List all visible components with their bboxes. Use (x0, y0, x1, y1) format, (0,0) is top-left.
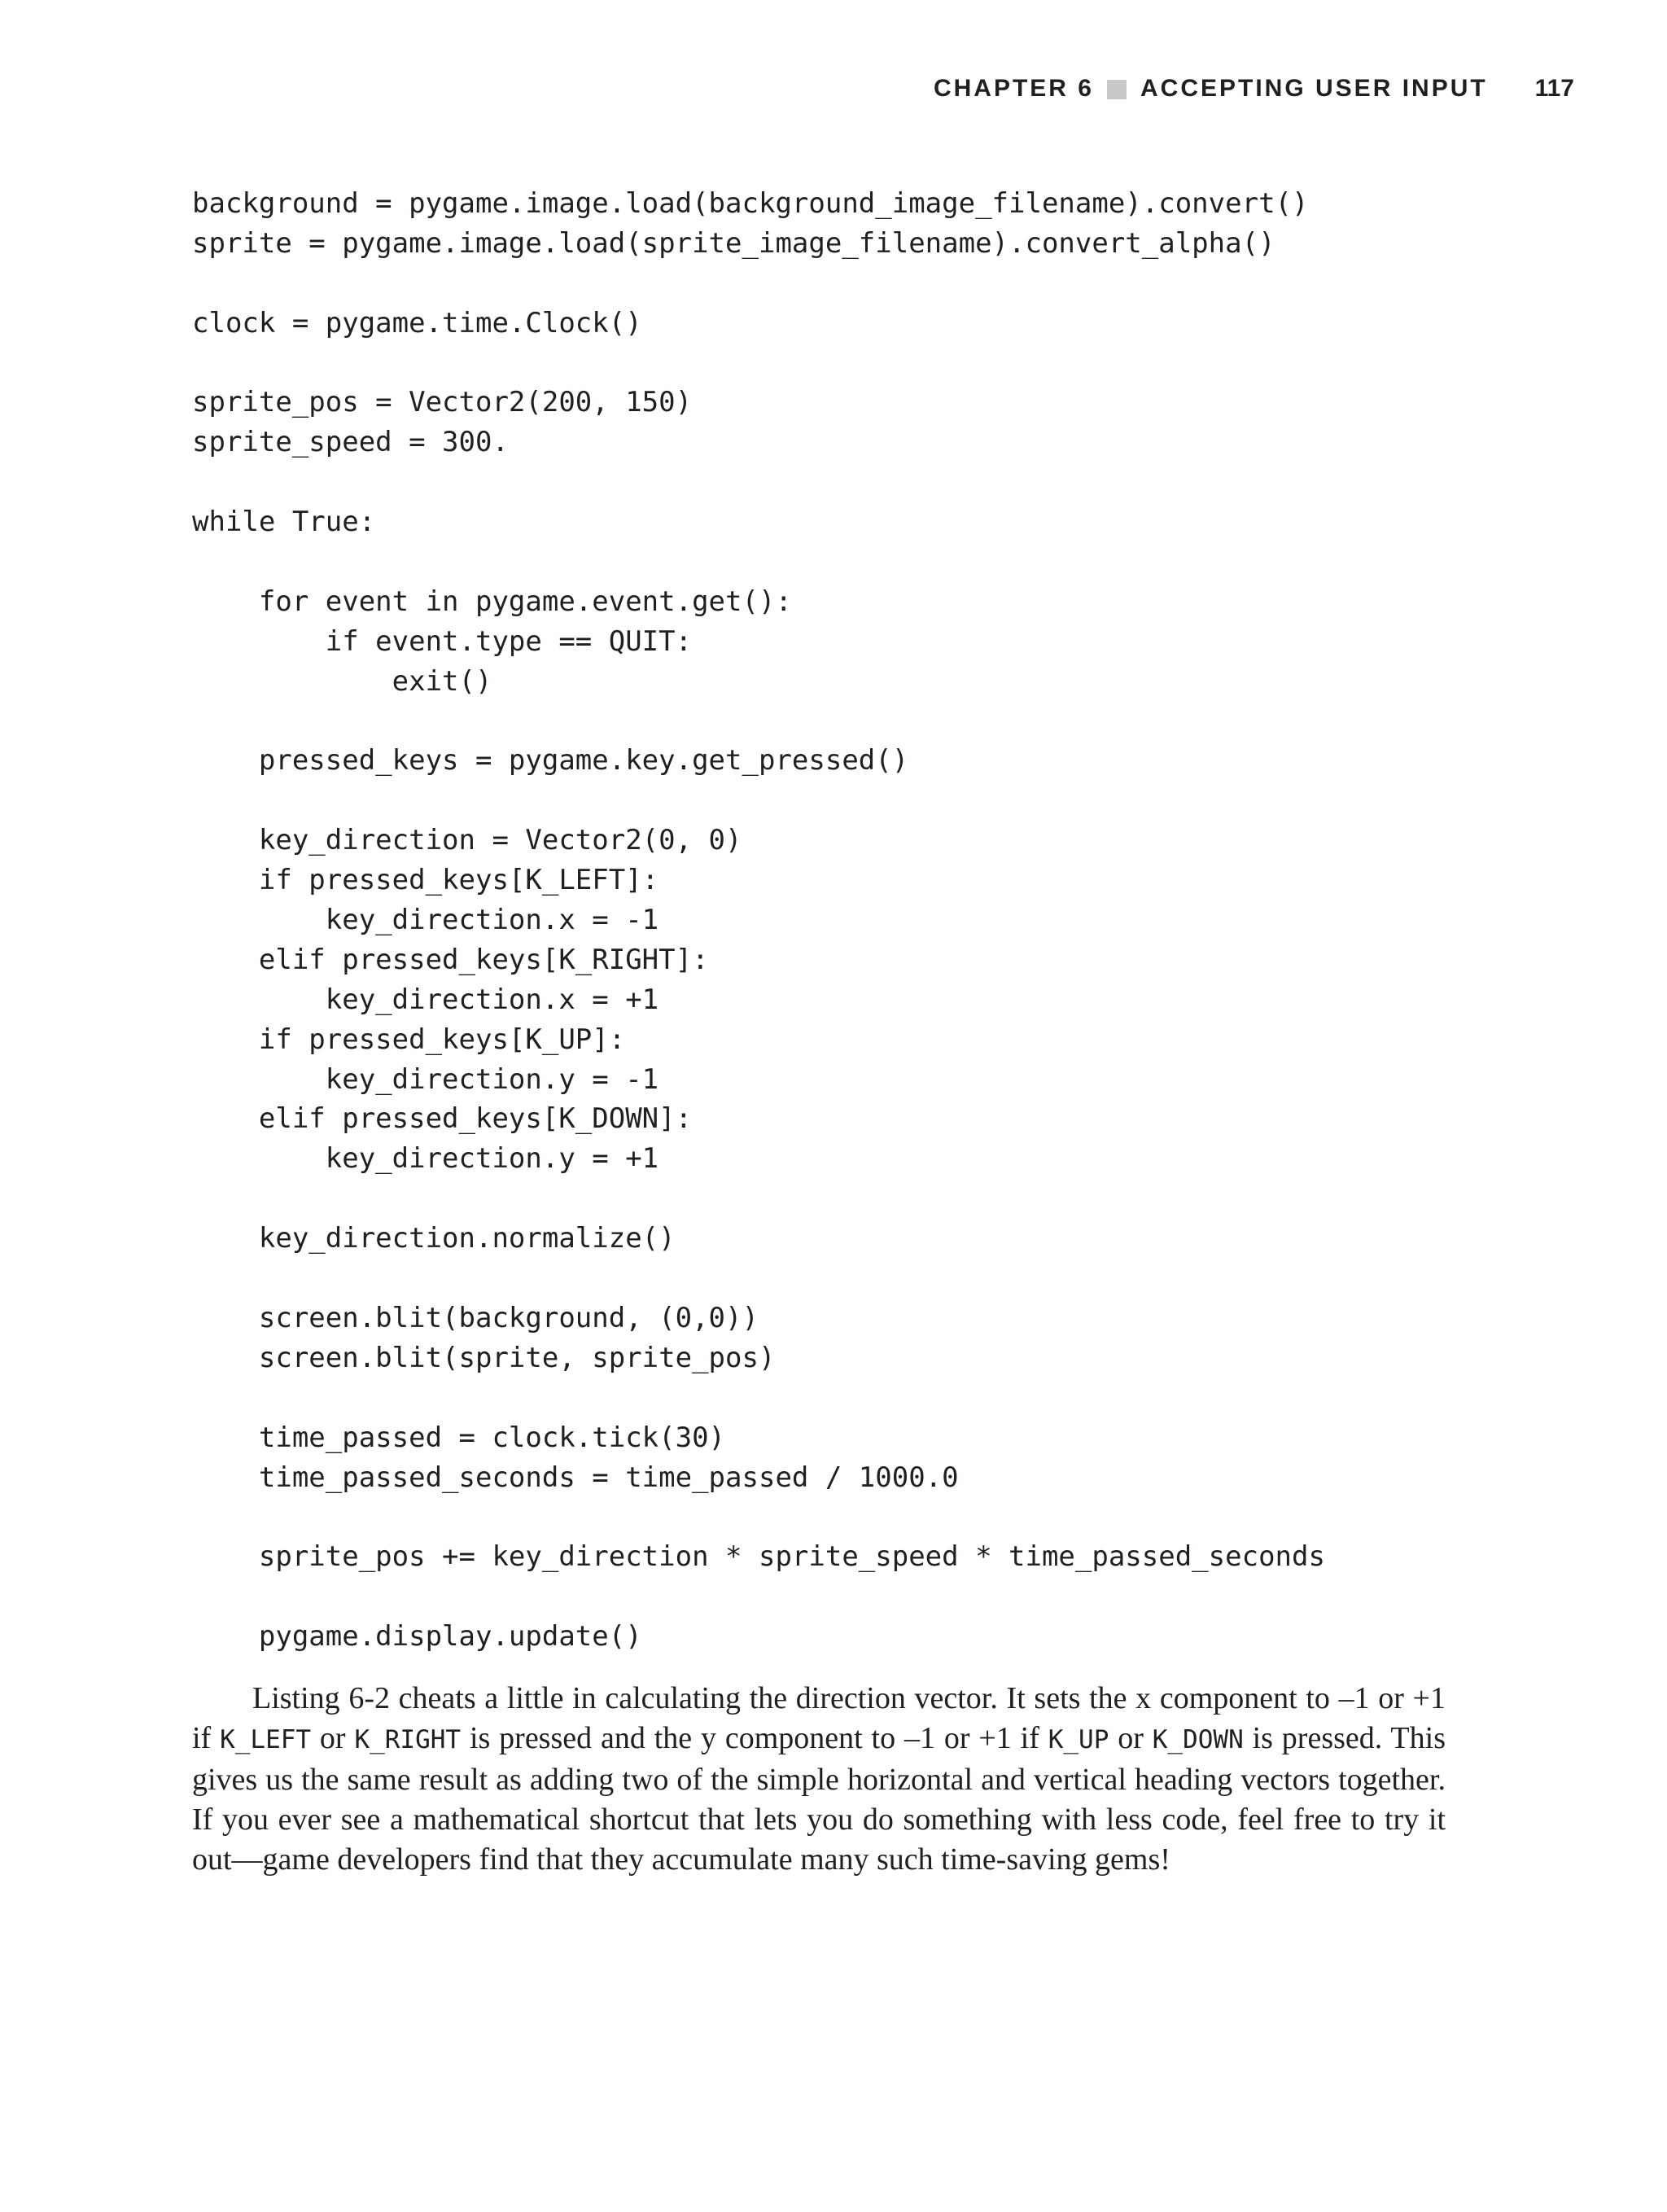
inline-code: K_LEFT (220, 1725, 312, 1754)
code-line: for event in pygame.event.get(): (192, 585, 792, 618)
code-line: while True: (192, 506, 376, 539)
code-line: clock = pygame.time.Clock() (192, 306, 642, 339)
code-line: screen.blit(background, (0,0)) (192, 1301, 759, 1334)
code-listing (192, 184, 1641, 1657)
code-line: elif pressed_keys[K_RIGHT]: (192, 943, 709, 976)
chapter-label: CHAPTER 6 (933, 75, 1094, 102)
code-line: exit() (192, 664, 492, 698)
inline-code: K_UP (1048, 1725, 1109, 1754)
paragraph-text: or (311, 1721, 355, 1755)
code-line: time_passed_seconds = time_passed / 1000.0 (192, 1461, 959, 1494)
code-line: sprite_pos = Vector2(200, 150) (192, 386, 693, 419)
chapter-title: ACCEPTING USER INPUT (1140, 75, 1488, 102)
code-line (192, 264, 1641, 304)
code-line: key_direction.y = -1 (192, 1062, 659, 1096)
code-line (192, 1179, 1641, 1219)
code-line: if pressed_keys[K_UP]: (192, 1023, 626, 1056)
code-line: sprite_speed = 300. (192, 426, 509, 459)
body-paragraph (192, 1679, 1446, 1880)
code-line: key_direction.x = +1 (192, 983, 659, 1016)
paragraph-text: Listing 6-2 cheats a little in calculating the direction vector. It sets the x component to –1 or +1 if (192, 1681, 1446, 1755)
code-line: sprite_pos += key_direction * sprite_speed * time_passed_seconds (192, 1540, 1325, 1574)
code-line (192, 344, 1641, 383)
inline-code: K_DOWN (1152, 1725, 1244, 1754)
code-line (192, 1497, 1641, 1537)
code-line: elif pressed_keys[K_DOWN]: (192, 1102, 693, 1136)
inline-code: K_RIGHT (354, 1725, 462, 1754)
code-line (192, 462, 1641, 502)
code-line (192, 781, 1641, 821)
running-head (0, 75, 1667, 107)
paragraph-text: is pressed. This gives us the same result as adding two of the simple horizontal and vertical heading vectors together. If you ever see a mathematical shortcut that lets you do something with less code, feel free to try it out—game developers find that they accumulate many such time-saving gems! (192, 1721, 1446, 1877)
code-line (192, 1378, 1641, 1418)
code-line: sprite = pygame.image.load(sprite_image_filename).convert_alpha() (192, 226, 1275, 260)
code-line: key_direction.normalize() (192, 1222, 676, 1255)
code-line: key_direction.x = -1 (192, 904, 659, 937)
code-line: key_direction.y = +1 (192, 1142, 659, 1176)
code-line: pressed_keys = pygame.key.get_pressed() (192, 744, 909, 777)
code-line: if pressed_keys[K_LEFT]: (192, 864, 659, 897)
code-line: background = pygame.image.load(background_image_filename).convert() (192, 187, 1309, 220)
code-line (192, 1259, 1641, 1299)
code-line: time_passed = clock.tick(30) (192, 1421, 726, 1454)
code-line: key_direction = Vector2(0, 0) (192, 824, 742, 857)
code-line: if event.type == QUIT: (192, 624, 693, 658)
code-line (192, 1577, 1641, 1617)
paragraph-text: or (1109, 1721, 1153, 1755)
paragraph-text: is pressed and the y component to –1 or +1 if (461, 1721, 1048, 1755)
code-line: screen.blit(sprite, sprite_pos) (192, 1341, 776, 1374)
page-number: 117 (1534, 75, 1574, 102)
code-line: pygame.display.update() (192, 1620, 642, 1654)
code-line (192, 542, 1641, 582)
header-separator-square (1107, 80, 1127, 99)
code-line (192, 702, 1641, 742)
